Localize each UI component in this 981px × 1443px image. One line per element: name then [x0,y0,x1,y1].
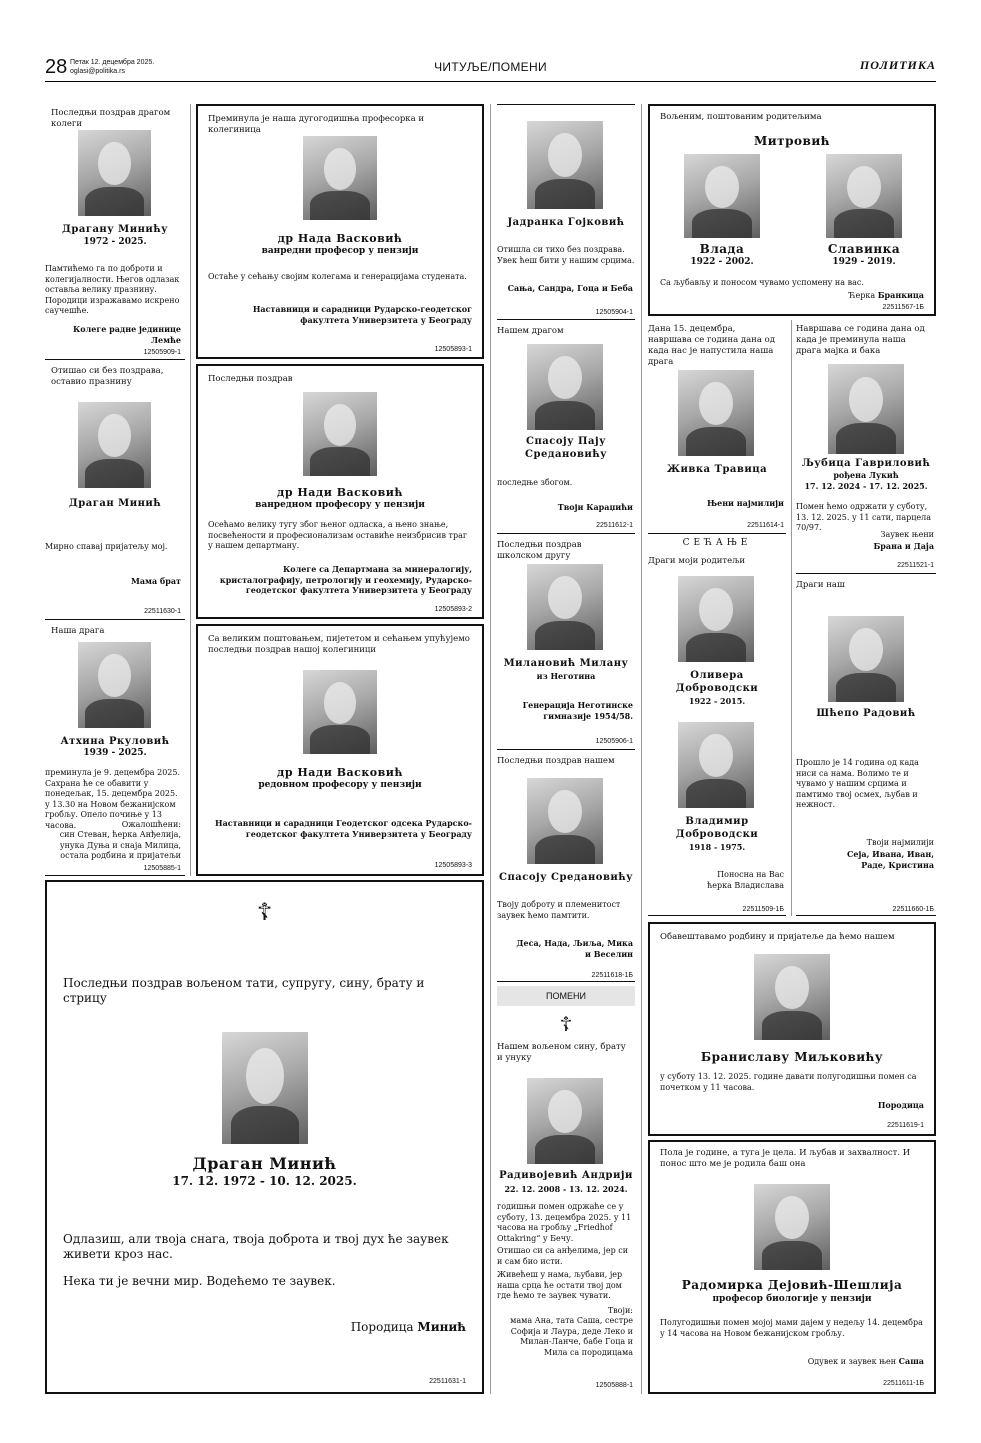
ad-intro: Нашем драгом [497,326,564,336]
signature-prefix: Одувек и заувек њен [807,1357,897,1366]
ad-body: Мирно спавај пријатељу мој. [45,542,168,551]
deceased-name: Јадранка Гојковић [507,217,625,228]
ad-body: Полугодишњи помен мојој мами дајем у недељу 14. децембра у 14 часова на Новом бежанијском гробљу. [660,1318,923,1338]
maiden-name: рођена Лукић [833,470,899,480]
ad-signature: ћерка Владислава [707,881,784,890]
life-dates: 22. 12. 2008 - 13. 12. 2024. [504,1184,628,1194]
column-rule [791,320,792,916]
signature-label: Ожалошћени: [121,820,181,829]
memorial-e2 [648,1140,936,1394]
portrait-photo [303,136,377,220]
ad-signature [849,290,924,302]
ad-signature: Бранa и Даjа [873,541,934,551]
ad-body-3: Живећеш у нама, љубави, јер наша срца ће остати твој дом где ћемо те заувек чувати. [497,1270,623,1300]
deceased-name: др Нади Васковић [277,486,403,499]
ad-signature: Мама брат [130,576,181,586]
deceased-name: Шћепо Радовић [816,708,916,719]
life-dates: 17. 12. 2024 - 17. 12. 2025. [804,481,928,491]
ad-intro: Пола је године, а туга је цела. И љубав и захвалност. И понос што ме је родила баш она [660,1148,911,1169]
date-line: Петак 12. децембра 2025. [70,59,155,66]
deceased-name: др Нади Васковић [277,766,403,779]
signature-label: Заувек њени [880,530,934,539]
ad-signature [808,1356,924,1368]
obituary-a2 [45,362,185,620]
ad-signature: Деса, Нада, Љиља, Мика и Веселин [516,938,633,959]
deceased-name: Радивојевић Андрији [499,1170,633,1181]
portrait-photo [527,344,603,430]
ad-signature: Генерација Неготинске гимназије 1954/58. [522,700,633,721]
deceased-name: Живка Травица [666,464,768,475]
portrait-photo [527,1078,603,1164]
life-dates: 1939 - 2025. [83,748,147,758]
ad-code: 22511660-1Б [892,906,934,913]
ad-code: 12505904-1 [595,309,633,316]
obituary-c2 [497,322,635,534]
memorial-e1 [648,922,936,1136]
ad-code: 12505893-2 [434,606,472,613]
ad-signature: Сања, Сандра, Гоца и Беба [507,283,633,293]
ad-intro: Преминула је наша дугогодишња професорка и колегиница [208,114,425,135]
ad-signature: мама Ана, тата Саша, сестре Софија и Лаура, деде Леко и Милан-Ланче, бабе Гоца и Мила са породицама [510,1316,633,1357]
ad-code: 12505885-1 [143,865,181,872]
obituary-a3 [45,622,185,876]
deceased-name-1-line-2: Доброводски [675,683,759,694]
deceased-name-2: Славинка [827,242,901,256]
deceased-title: ванредни професор у пензији [261,246,419,256]
ad-intro: Са великим поштовањем, пијететом и сећањем упућујемо последњи поздрав нашој колегиници [208,634,470,655]
deceased-name-1: Влада [699,242,745,256]
ad-signature: Наставници и сарадници Рударско-геодетског факултета Универзитета у Београду [252,304,472,325]
obituary-a1 [45,104,185,360]
deceased-name: Браниславу Миљковићу [700,1050,884,1064]
ad-code: 12505909-1 [143,349,181,356]
ad-intro: Вољеним, поштованим родитељима [660,112,822,122]
family-name: Митровић [754,134,830,148]
signature-prefix: Ћерка [848,291,876,300]
ad-signature: Колеге радне јединице Лемће [73,324,181,345]
ad-intro: Последњи поздрав [208,374,293,384]
ad-signature: Наставници и сарадници Геодетског одсека Рударско-геодетског факултета Универзитета у Београду [215,818,472,839]
deceased-name-line-2: Средановићу [525,449,607,460]
ad-intro: Обавештавамо родбину и пријатеље да ћемо нашем [660,932,895,942]
portrait-photo-2 [826,154,902,238]
deceased-name-2-line-1: Владимир [685,816,749,827]
life-dates: 1972 - 2025. [83,237,147,247]
ad-intro: Наша драга [51,626,105,636]
ad-code: 22511567-1Б [882,304,924,311]
deceased-name-2-line-2: Доброводски [675,829,759,840]
column-rule [190,104,191,876]
portrait-photo [303,392,377,476]
ad-body: Памтићемо га по доброти и колегијалности. Његов одлазак оставља велику празнину. Породици изражавамо искрено саучешће. [45,264,180,315]
obituary-b2 [196,364,484,619]
portrait-photo [527,121,603,209]
ad-intro: Нашем вољеном сину, брату и унуку [497,1042,626,1063]
portrait-photo [78,642,151,728]
column-rule [490,104,491,1394]
portrait-photo [754,1184,830,1270]
ad-signature: Њени најмилији [707,498,784,508]
deceased-name: Спасоју Средановићу [498,872,633,883]
deceased-name-1-line-1: Оливера [690,670,744,681]
ad-body-2: Отишао си са анђелима, јер си и сам био исти. [497,1246,629,1266]
ad-code: 22511614-1 [747,522,784,529]
signature-label: Твоји: [607,1306,633,1315]
portrait-photo-2 [678,722,754,808]
portrait-photo-1 [684,154,760,238]
deceased-name: др Нада Васковић [277,232,403,245]
ad-code: 12505888-1 [595,1382,633,1389]
portrait-photo [303,670,377,754]
deceased-name: Атхина Ркуловић [60,736,170,747]
ad-body-1: Одлазиш, али твоја снага, твоја доброта и твој дух ће заувек живети кроз нас. [63,1232,449,1261]
ad-code: 22511630-1 [144,608,181,615]
column-rule [641,104,642,1394]
ad-code: 22511521-1 [897,562,934,569]
obituary-big [45,880,484,1394]
signature-label: Поносна на Вас [717,870,784,879]
memorial-d3 [796,320,936,574]
ad-intro: Последњи поздрав вољеном тати, супругу, сину, брату и стрицу [63,976,425,1005]
ad-body: Остаће у сећању својим колегама и генерацијама студената. [208,272,467,281]
ad-body: Помен ћемо одржати у суботу, 13. 12. 2025. у 11 сати, парцела 70/97. [796,502,931,532]
ad-code: 12505893-1 [434,346,472,353]
portrait-photo [78,130,151,216]
portrait-photo [527,778,603,864]
memorial-d1 [648,104,936,316]
deceased-name: Љубица Гавриловић [801,458,931,469]
deceased-name: Драган Минић [68,498,162,509]
obituary-c1 [497,104,635,320]
ad-body: последње збогом. [497,478,573,487]
deceased-title: ванредном професору у пензији [255,500,425,510]
life-dates-2: 1929 - 2019. [832,257,896,267]
pomeni-section-label: ПОМЕНИ [497,986,635,1006]
ad-code: 22511509-1Б [742,906,784,913]
portrait-photo-1 [678,576,754,662]
ad-body: у суботу 13. 12. 2025. године давати полугодишњи помен са почетком у 11 часова. [660,1072,917,1092]
orthodox-cross-icon: ☦ [559,1012,573,1036]
deceased-title: професор биологије у пензији [712,1294,872,1304]
ad-body: Твоју доброту и племенитост заувек ћемо памтити. [497,900,621,920]
ad-signature: Колеге са Департмана за минералогију, кристалографију, петрологију и геохемију, Рударско-геодетског факултета Универзитета у Београду [219,564,472,595]
signature-name: Минић [417,1320,466,1334]
deceased-name: Драган Минић [192,1154,337,1173]
portrait-photo [527,564,603,650]
ad-code: 22511619-1 [887,1122,924,1129]
header-rule [45,81,936,82]
memorial-d5 [796,576,936,916]
obituary-b1 [196,104,484,359]
portrait-photo [222,1032,308,1144]
life-dates-1: 1922 - 2002. [690,257,754,267]
memorial-c5 [497,1010,635,1394]
memorial-d4 [648,536,786,916]
obituary-c3 [497,536,635,750]
ad-signature: син Стеван, ћерка Анђелија, унука Дуња и снаја Милица, остала родбина и пријатељи [59,830,181,860]
ad-signature: Породица [877,1100,924,1110]
ad-signature [351,1320,466,1335]
ad-body: Отишла си тихо без поздрава. Увек ћеш бити у нашим срцима. [497,245,635,265]
deceased-name-line-1: Спасоју Пају [526,436,606,447]
portrait-photo [828,616,904,702]
ad-body-2: Нека ти је вечни мир. Водећемо те заувек. [63,1274,336,1288]
ad-body: Прошло је 14 година од када ниси са нама. Волимо те и чувамо у нашим срцима и памтимо твој осмех, љубав и нежност. [796,758,919,809]
signature-name: Саша [898,1356,924,1366]
life-dates: 17. 12. 1972 - 10. 12. 2025. [172,1174,357,1188]
ad-intro: Драги моји родитељи [648,556,745,566]
ad-intro: Последњи поздрав нашем [497,756,615,766]
deceased-title: редовном професору у пензији [258,780,422,790]
ad-intro: Отишао си без поздрава, оставио празнину [51,366,164,387]
signature-label: Твоји најмилији [866,838,934,847]
ad-body-1: годишњи помен одржаће се у суботу, 13. децембра 2025. у 11 часова на гробљу „Friedhof Ottakring“ у Бечу. [497,1202,632,1243]
obituary-c4 [497,752,635,982]
ad-signature: Сеја, Ивана, Иван, Раде, Кристина [847,849,934,870]
email-line: oglasi@politika.rs [70,68,125,75]
ad-intro: Последњи поздрав школском другу [497,540,582,561]
section-title: ЧИТУЉЕ/ПОМЕНИ [434,60,547,74]
ad-body: Са љубављу и поносом чувамо успомену на вас. [660,278,864,287]
ad-body: преминула је 9. децембра 2025. Сахрана ће се обавити у понедељак, 15. децембра 2025. у 13.30 на Новом бежанијском гробљу. Опело почиње у 13 часова. [45,768,181,830]
deceased-name: Драгану Минићу [61,224,169,235]
ad-intro: Дана 15. децембра, навршава се година дана од када нас је напустила наша драга [648,324,775,367]
deceased-name: Радомирка Дејовић-Шешлија [681,1278,903,1292]
portrait-photo [78,402,151,488]
ad-code: 22511631-1 [429,1378,466,1385]
portrait-photo [828,364,904,454]
deceased-name: Милановић Милану [503,658,629,669]
ad-intro: Последњи поздрав драгом колеги [51,108,171,129]
ad-signature: Твоји Караџићи [557,502,633,512]
deceased-place: из Неготина [536,671,596,681]
ad-code: 22511612-1 [596,522,633,529]
ad-code: 22511611-1Б [883,1380,924,1387]
newspaper-logo: ПОЛИТИКА [859,58,936,72]
obituary-b3 [196,624,484,876]
ad-body: Осећамо велику тугу због њеног одласка, а њено знање, посвећености и професионализам оставиће неизбрисив траг у нашем департману. [208,520,468,550]
ad-code: 12505906-1 [595,738,633,745]
page-number: 28 [45,56,68,78]
orthodox-cross-icon: ☦ [256,898,273,926]
ad-intro: Навршава се година дана од када је преминула наша драга мајка и бака [796,324,925,356]
section-heading: СЕЋАЊЕ [682,538,752,548]
life-dates-2: 1918 - 1975. [688,842,746,852]
ad-intro: Драги наш [796,580,845,590]
signature-prefix: Породица [350,1320,414,1334]
portrait-photo [678,370,754,456]
memorial-d2 [648,320,786,534]
signature-name: Бранкица [877,290,924,300]
ad-code: 22511618-1Б [591,972,633,979]
portrait-photo [754,954,830,1040]
ad-code: 12505893-3 [434,862,472,869]
life-dates-1: 1922 - 2015. [688,696,746,706]
